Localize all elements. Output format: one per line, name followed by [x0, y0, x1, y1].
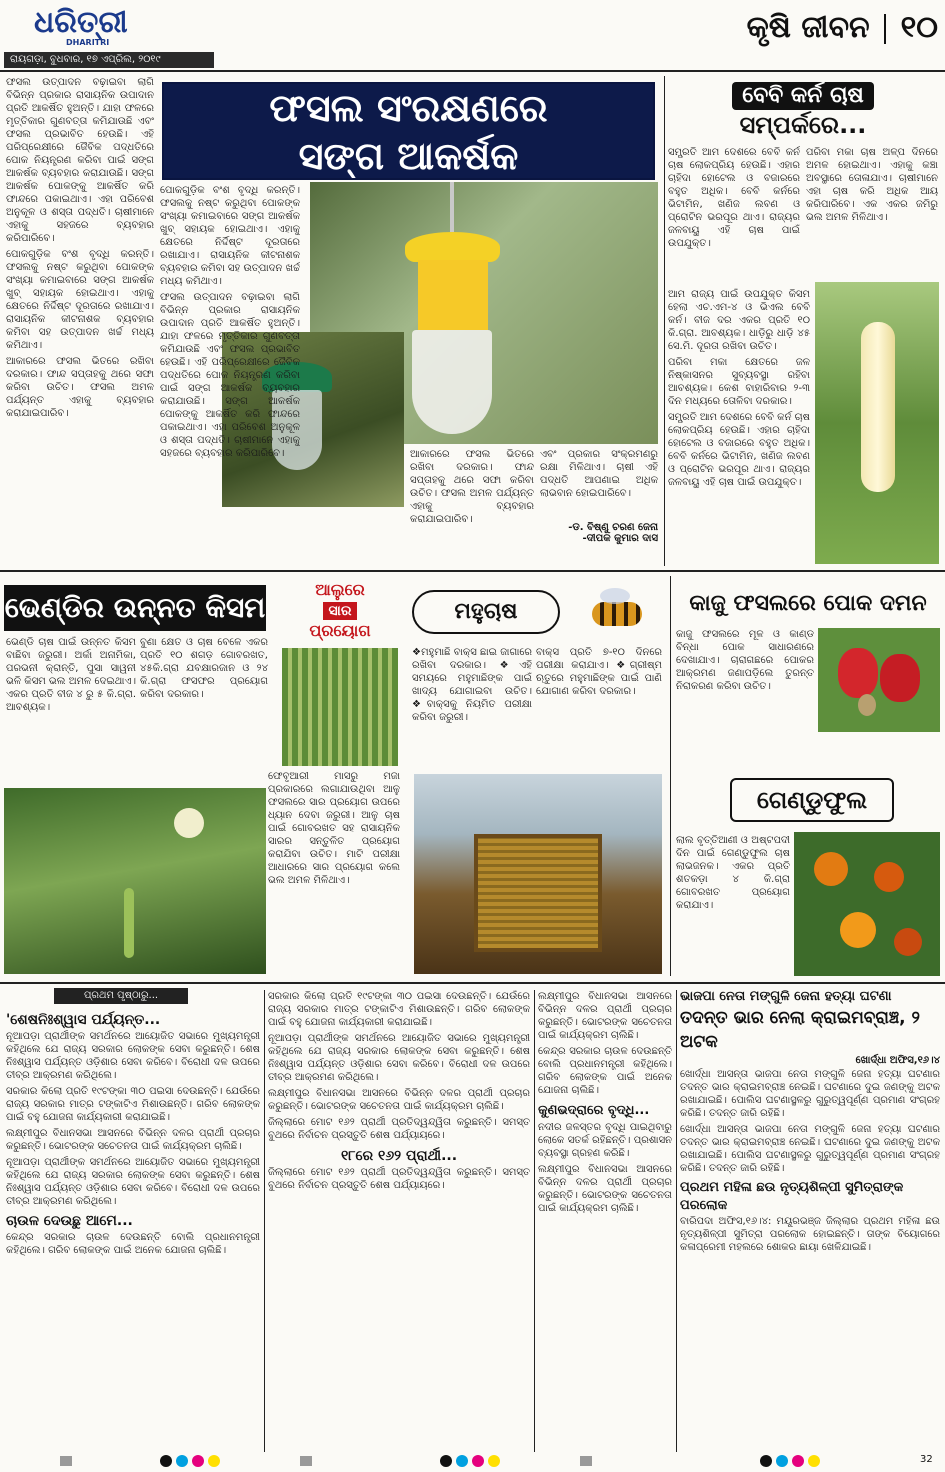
bee-icon [572, 584, 664, 640]
babycorn-col3: ଆମ ରାଜ୍ୟ ପାଇଁ ଉପଯୁକ୍ତ କିସମ ହେଲା ଏଚ.ଏମ-୪ ଓ ଭିଏଲ ବେବି କର୍ନ। ବୀଜ ଦର ଏକର ପ୍ରତି ୧୦ କି.ଗ୍ରା. ଆବଶ୍ୟକ। ଧାଡ଼ିରୁ ଧାଡ଼ି ୪୫ ସେ.ମି. ଦୂରତା ରଖିବା ଉଚିତ। ପରିବା ମକା କ୍ଷେତରେ ଜଳ ନିଷ୍କାସନର ସୁବ୍ୟବସ୍ଥା ରହିବା ଆବଶ୍ୟକ। କେଶ ବାହାରିବାର ୨-୩ ଦିନ ମଧ୍ୟରେ ତୋଳିବା ଦରକାର। ସମ୍ପ୍ରତି ଆମ ଦେଶରେ ବେବି କର୍ନ ଚାଷ ଲୋକପ୍ରିୟ ହେଉଛି। ଏହାର ଚାହିଦା ହୋଟେଲ ଓ ବଜାରରେ ବହୁତ ଅଧିକ। ବେବି କର୍ନରେ ଭିଟାମିନ, ଖଣିଜ ଲବଣ ଓ ପ୍ରୋଟିନ ଭରପୂର ଥାଏ। ରାଜ୍ୟର ଜଳବାୟୁ ଏହି ଚାଷ ପାଇଁ ଉପଯୁକ୍ତ। [668, 289, 810, 488]
lead-bylines [540, 522, 658, 556]
bee-headline [412, 590, 560, 634]
continued-label-text: ପ୍ରଥମ ପୃଷ୍ଠାରୁ... [83, 990, 159, 1001]
cashew-headline [676, 584, 940, 624]
byline-1: -ଡ. ବିଷ୍ଣୁ ଚରଣ ଜେନା [568, 522, 658, 533]
babycorn-col2: ପରିବା ମକା ଚାଷ ଅଳ୍ପ ଦିନରେ ଅମଳ ହୋଇଥାଏ। ଏହାକୁ କଞ୍ଚା ଅବସ୍ଥାରେ ତୋଳାଯାଏ। ଚାଷୀମାନେ ଏହା ଚାଷ କରି ଅଧିକ ଆୟ କରିପାରିବେ। ଏକ ଏକର ଜମିରୁ ଭଲ ଅମଳ ମିଳିଥାଏ। [806, 147, 938, 223]
potato-headline-line3: ପ୍ରୟୋଗ [309, 621, 371, 640]
babycorn-headline-line1: ବେବି କର୍ନ ଚାଷ [732, 82, 874, 110]
cont-col3-headline: କୁଣଭଦ୍ରାରେ ବୃଦ୍ଧି... [538, 1103, 650, 1118]
page-footer [0, 1452, 945, 1472]
babycorn-headline [668, 82, 938, 142]
marigold-photo [794, 832, 940, 976]
lead-col1: ଫସଲ ଉତ୍ପାଦନ ବଢ଼ାଇବା ଲାଗି ବିଭିନ୍ନ ପ୍ରକାର ରାସାୟନିକ ଉପାଦାନ ପ୍ରତି ଆକର୍ଷିତ ହୁଅନ୍ତି। ଯାହା ଫଳରେ ମୃତ୍ତିକାର ଗୁଣବତ୍ତା କମିଯାଉଛି ଏବଂ ଫସଲ ପ୍ରଭାବିତ ହେଉଛି। ଏହି ପରିପ୍ରେକ୍ଷୀରେ ଜୈବିକ ପଦ୍ଧତିରେ ପୋକ ନିୟନ୍ତ୍ରଣ କରିବା ପାଇଁ ସଙ୍ଗ ଆକର୍ଷକ ବ୍ୟବହାର କରାଯାଉଛି। ସଙ୍ଗ ଆକର୍ଷକ ପୋକଙ୍କୁ ଆକର୍ଷିତ କରି ଫାନ୍ଦରେ ପକାଇଥାଏ। ଏହା ପରିବେଶ ଅନୁକୂଳ ଓ ଶସ୍ତା ପଦ୍ଧତି। ଚାଷୀମାନେ ଏହାକୁ ସହଜରେ ବ୍ୟବହାର କରିପାରିବେ। ପୋକଗୁଡ଼ିକ ବଂଶ ବୃଦ୍ଧି କରନ୍ତି। ଫସଲକୁ ନଷ୍ଟ କରୁଥିବା ପୋକଙ୍କ ସଂଖ୍ୟା କମାଇବାରେ ସଙ୍ଗ ଆକର୍ଷକ ଖୁବ୍ ସହାୟକ ହୋଇଥାଏ। ଏହାକୁ କ୍ଷେତରେ ନିର୍ଦ୍ଦିଷ୍ଟ ଦୂରତାରେ ରଖାଯାଏ। ରାସାୟନିକ କୀଟନାଶକ ବ୍ୟବହାର କମିବା ସହ ଉତ୍ପାଦନ ଖର୍ଚ୍ଚ ମଧ୍ୟ କମିଥାଏ। ଆକାରରେ ଫସଲ ଭିତରେ ରଖିବା ଦରକାର। ଫାନ୍ଦ ସପ୍ତାହକୁ ଥରେ ସଫା କରିବା ଉଚିତ। ଫସଲ ଅମଳ ପର୍ଯ୍ୟନ୍ତ ଏହାକୁ ବ୍ୟବହାର କରାଯାଇପାରିବ। [6, 77, 154, 419]
okra-col2: ବୁଣା କ୍ଷେତ ଓ ଚାଷ ବେଳେ ଏକର ପ୍ରତି ୧୦ ଶଗଡ଼ ଗୋବରଖତ, ୪୫କି.ଗ୍ରା ଯବକ୍ଷାରଜାନ ଓ ୨୪ କି.ଗ୍ରା ଫସଫର ପ୍ରୟୋଗ କରିବା ଦରକାର। [140, 637, 268, 700]
crime-story: ଭାଜପା ନେତା ମଙ୍ଗୁଳି ଜେନା ହତ୍ୟା ଘଟଣା ତଦନ୍ତ ଭାର ନେଲା କ୍ରାଇମବ୍ରାଞ୍ଚ, ୨ ଅଟକ ଖୋର୍ଦ୍ଧା ଅଫିସ,୧୬।୪ ଖୋର୍ଦ୍ଧା ଆସନ୍ତା ଭାଜପା ନେତା ମଙ୍ଗୁଳି ଜେନା ହତ୍ୟା ଘଟଣାର ତଦନ୍ତ ଭାର କ୍ରାଇମବ୍ରାଞ୍ଚ ନେଇଛି। ଘଟଣାରେ ଦୁଇ ଜଣଙ୍କୁ ଅଟକ ରଖାଯାଇଛି। ପୋଲିସ ଘଟଣାସ୍ଥଳରୁ ଗୁରୁତ୍ୱପୂର୍ଣ୍ଣ ପ୍ରମାଣ ସଂଗ୍ରହ କରିଛି। ତଦନ୍ତ ଜାରି ରହିଛି। ଖୋର୍ଦ୍ଧା ଆସନ୍ତା ଭାଜପା ନେତା ମଙ୍ଗୁଳି ଜେନା ହତ୍ୟା ଘଟଣାର ତଦନ୍ତ ଭାର କ୍ରାଇମବ୍ରାଞ୍ଚ ନେଇଛି। ଘଟଣାରେ ଦୁଇ ଜଣଙ୍କୁ ଅଟକ ରଖାଯାଇଛି। ପୋଲିସ ଘଟଣାସ୍ଥଳରୁ ଗୁରୁତ୍ୱପୂର୍ଣ୍ଣ ପ୍ରମାଣ ସଂଗ୍ରହ କରିଛି। ତଦନ୍ତ ଜାରି ରହିଛି। ପ୍ରଥମ ମହିଳା ଛଉ ନୃତ୍ୟଶିଳ୍ପୀ ସୁମିତ୍ରାଙ୍କ ପରଲୋକ ବାରିପଦା ଅଫିସ,୧୬।୪: ମୟୂରଭଞ୍ଜ ଜିଲ୍ଲାର ପ୍ରଥମ ମହିଳା ଛଉ ନୃତ୍ୟଶିଳ୍ପୀ ସୁମିତ୍ରା ପରଲୋକ ହୋଇଛନ୍ତି। ତାଙ୍କ ବିୟୋଗରେ କଳାପ୍ରେମୀ ମହଲରେ ଶୋକର ଛାୟା ଖେଳିଯାଇଛି। [680, 989, 940, 1253]
cont-col1: 'ଶେଷନିଃଶ୍ୱାସ ପର୍ଯ୍ୟନ୍ତ... ନୂଆପଡ଼ା ପ୍ରାର୍ଥୀଙ୍କ ସମର୍ଥନରେ ଆୟୋଜିତ ସଭାରେ ମୁଖ୍ୟମନ୍ତ୍ରୀ କହିଥିଲେ ଯେ ରାଜ୍ୟ ସରକାର ଲୋକଙ୍କ ସେବା କରୁଛନ୍ତି। ଶେଷ ନିଃଶ୍ୱାସ ପର୍ଯ୍ୟନ୍ତ ଓଡ଼ିଶାର ସେବା କରିବେ। ବିରୋଧୀ ଦଳ ଉପରେ ତୀବ୍ର ଆକ୍ରମଣ କରିଥିଲେ। ସରକାର କିଲୋ ପ୍ରତି ୧୯ଟଙ୍କା ୩୦ ପଇସା ଦେଉଛନ୍ତି। ଯେଉଁରେ ରାଜ୍ୟ ସରକାର ମାତ୍ର ଟଙ୍କାଟିଏ ମିଶାଉଛନ୍ତି। ଗରିବ ଲୋକଙ୍କ ପାଇଁ ବହୁ ଯୋଜନା କାର୍ଯ୍ୟକାରୀ କରାଯାଇଛି। ଲକ୍ଷ୍ମୀପୁର ବିଧାନସଭା ଆସନରେ ବିଭିନ୍ନ ଦଳର ପ୍ରାର୍ଥୀ ପ୍ରଚାର କରୁଛନ୍ତି। ଭୋଟରଙ୍କ ସଚେତନତା ପାଇଁ କାର୍ଯ୍ୟକ୍ରମ ଚାଲିଛି। ନୂଆପଡ଼ା ପ୍ରାର୍ଥୀଙ୍କ ସମର୍ଥନରେ ଆୟୋଜିତ ସଭାରେ ମୁଖ୍ୟମନ୍ତ୍ରୀ କହିଥିଲେ ଯେ ରାଜ୍ୟ ସରକାର ଲୋକଙ୍କ ସେବା କରୁଛନ୍ତି। ଶେଷ ନିଃଶ୍ୱାସ ପର୍ଯ୍ୟନ୍ତ ଓଡ଼ିଶାର ସେବା କରିବେ। ବିରୋଧୀ ଦଳ ଉପରେ ତୀବ୍ର ଆକ୍ରମଣ କରିଥିଲେ। ଚାଉଳ ଦେଉଛୁ ଆମେ... କେନ୍ଦ୍ର ସରକାର ଚାଉଳ ଦେଉଛନ୍ତି ବୋଲି ପ୍ରଧାନମନ୍ତ୍ରୀ କହିଥିଲେ। ଗରିବ ଲୋକଙ୍କ ପାଇଁ ଅନେକ ଯୋଜନା ଚାଲିଛି। [6, 1012, 260, 1256]
lead-col2: ପୋକଗୁଡ଼ିକ ବଂଶ ବୃଦ୍ଧି କରନ୍ତି। ଫସଲକୁ ନଷ୍ଟ କରୁଥିବା ପୋକଙ୍କ ସଂଖ୍ୟା କମାଇବାରେ ସଙ୍ଗ ଆକର୍ଷକ ଖୁବ୍ ସହାୟକ ହୋଇଥାଏ। ଏହାକୁ କ୍ଷେତରେ ନିର୍ଦ୍ଦିଷ୍ଟ ଦୂରତାରେ ରଖାଯାଏ। ରାସାୟନିକ କୀଟନାଶକ ବ୍ୟବହାର କମିବା ସହ ଉତ୍ପାଦନ ଖର୍ଚ୍ଚ ମଧ୍ୟ କମିଥାଏ। ଫସଲ ଉତ୍ପାଦନ ବଢ଼ାଇବା ଲାଗି ବିଭିନ୍ନ ପ୍ରକାର ରାସାୟନିକ ଉପାଦାନ ପ୍ରତି ଆକର୍ଷିତ ହୁଅନ୍ତି। ଯାହା ଫଳରେ ମୃତ୍ତିକାର ଗୁଣବତ୍ତା କମିଯାଉଛି ଏବଂ ଫସଲ ପ୍ରଭାବିତ ହେଉଛି। ଏହି ପରିପ୍ରେକ୍ଷୀରେ ଜୈବିକ ପଦ୍ଧତିରେ ପୋକ ନିୟନ୍ତ୍ରଣ କରିବା ପାଇଁ ସଙ୍ଗ ଆକର୍ଷକ ବ୍ୟବହାର କରାଯାଉଛି। ସଙ୍ଗ ଆକର୍ଷକ ପୋକଙ୍କୁ ଆକର୍ଷିତ କରି ଫାନ୍ଦରେ ପକାଇଥାଏ। ଏହା ପରିବେଶ ଅନୁକୂଳ ଓ ଶସ୍ତା ପଦ୍ଧତି। ଚାଷୀମାନେ ଏହାକୁ ସହଜରେ ବ୍ୟବହାର କରିପାରିବେ। [160, 185, 300, 459]
cashew-photo [818, 628, 940, 732]
lead-col3: ଆକାରରେ ଫସଲ ଭିତରେ ରଖିବା ଦରକାର। ଫାନ୍ଦ ସପ୍ତାହକୁ ଥରେ ସଫା କରିବା ଉଚିତ। ଫସଲ ଅମଳ ପର୍ଯ୍ୟନ୍ତ ଏହାକୁ ବ୍ୟବହାର କରାଯାଇପାରିବ। [410, 449, 534, 525]
babycorn-headline-line2: ସମ୍ପର୍କରେ... [739, 111, 867, 139]
crime-dateline: ଖୋର୍ଦ୍ଧା ଅଫିସ,୧୬।୪ [855, 1055, 940, 1066]
cont-col2: ସରକାର କିଲୋ ପ୍ରତି ୧୯ଟଙ୍କା ୩୦ ପଇସା ଦେଉଛନ୍ତି। ଯେଉଁରେ ରାଜ୍ୟ ସରକାର ମାତ୍ର ଟଙ୍କାଟିଏ ମିଶାଉଛନ୍ତି। ଗରିବ ଲୋକଙ୍କ ପାଇଁ ବହୁ ଯୋଜନା କାର୍ଯ୍ୟକାରୀ କରାଯାଇଛି। ନୂଆପଡ଼ା ପ୍ରାର୍ଥୀଙ୍କ ସମର୍ଥନରେ ଆୟୋଜିତ ସଭାରେ ମୁଖ୍ୟମନ୍ତ୍ରୀ କହିଥିଲେ ଯେ ରାଜ୍ୟ ସରକାର ଲୋକଙ୍କ ସେବା କରୁଛନ୍ତି। ଶେଷ ନିଃଶ୍ୱାସ ପର୍ଯ୍ୟନ୍ତ ଓଡ଼ିଶାର ସେବା କରିବେ। ବିରୋଧୀ ଦଳ ଉପରେ ତୀବ୍ର ଆକ୍ରମଣ କରିଥିଲେ। ଲକ୍ଷ୍ମୀପୁର ବିଧାନସଭା ଆସନରେ ବିଭିନ୍ନ ଦଳର ପ୍ରାର୍ଥୀ ପ୍ରଚାର କରୁଛନ୍ତି। ଭୋଟରଙ୍କ ସଚେତନତା ପାଇଁ କାର୍ଯ୍ୟକ୍ରମ ଚାଲିଛି। ଜିଲ୍ଲାରେ ମୋଟ ୧୬୨ ପ୍ରାର୍ଥୀ ପ୍ରତିଦ୍ୱନ୍ଦ୍ୱିତା କରୁଛନ୍ତି। ସମସ୍ତ ବୁଥରେ ନିର୍ବାଚନ ପ୍ରସ୍ତୁତି ଶେଷ ପର୍ଯ୍ୟାୟରେ। ୧୮ରେ ୧୬୨ ପ୍ରାର୍ଥୀ... ଜିଲ୍ଲାରେ ମୋଟ ୧୬୨ ପ୍ରାର୍ଥୀ ପ୍ରତିଦ୍ୱନ୍ଦ୍ୱିତା କରୁଛନ୍ତି। ସମସ୍ତ ବୁଥରେ ନିର୍ବାଚନ ପ୍ରସ୍ତୁତି ଶେଷ ପର୍ଯ୍ୟାୟରେ। [268, 991, 530, 1191]
bee-col2: ବାକ୍ସ ପ୍ରତି ୭-୧୦ ଦିନରେ ପରୀକ୍ଷା କରାଯାଏ। ❖ଗ୍ରୀଷ୍ମ ଋତୁରେ ମହୁମାଛିଙ୍କ ପାଇଁ ପାଣି ଯୋଗାଣ କରିବା ଦରକାର। [536, 647, 662, 697]
cont-col1-headline: 'ଶେଷନିଃଶ୍ୱାସ ପର୍ଯ୍ୟନ୍ତ... [6, 1012, 161, 1028]
section-name: କୃଷି ଜୀବନ [746, 10, 870, 45]
beehive-photo [414, 774, 662, 974]
logo-text: ଧରିତ୍ରୀ [34, 5, 128, 40]
potato-headline-line1: ଆଲୁରେ [315, 580, 365, 599]
byline-2: -ଦୀପକ କୁମାର ଦାସ [582, 533, 658, 544]
bee-headline-text: ମହୁଚାଷ [454, 599, 518, 624]
bee-col1: ❖ମହୁମାଛି ବାକ୍ସ ଛାଇ ଜାଗାରେ ରଖିବା ଦରକାର। ❖ଏହି ସମୟରେ ମହୁମାଛିଙ୍କ ପାଇଁ ଖାଦ୍ୟ ଯୋଗାଇବା ଉଚିତ। ❖ବାକ୍ସକୁ ନିୟମିତ ପରୀକ୍ଷା କରିବା ଜରୁରୀ। [412, 647, 532, 723]
marigold-headline-text: ଗେଣ୍ଡୁଫୁଲ [756, 786, 868, 814]
okra-headline [4, 585, 266, 631]
dateline-bar [4, 52, 214, 68]
cont-col3: ଲକ୍ଷ୍ମୀପୁର ବିଧାନସଭା ଆସନରେ ବିଭିନ୍ନ ଦଳର ପ୍ରାର୍ଥୀ ପ୍ରଚାର କରୁଛନ୍ତି। ଭୋଟରଙ୍କ ସଚେତନତା ପାଇଁ କାର୍ଯ୍ୟକ୍ରମ ଚାଲିଛି। କେନ୍ଦ୍ର ସରକାର ଚାଉଳ ଦେଉଛନ୍ତି ବୋଲି ପ୍ରଧାନମନ୍ତ୍ରୀ କହିଥିଲେ। ଗରିବ ଲୋକଙ୍କ ପାଇଁ ଅନେକ ଯୋଜନା ଚାଲିଛି। କୁଣଭଦ୍ରାରେ ବୃଦ୍ଧି... ନଦୀର ଜଳସ୍ତର ବୃଦ୍ଧି ପାଇଥିବାରୁ ଲୋକେ ସତର୍କ ରହିଛନ୍ତି। ପ୍ରଶାସନ ବ୍ୟବସ୍ଥା ଗ୍ରହଣ କରିଛି। ଲକ୍ଷ୍ମୀପୁର ବିଧାନସଭା ଆସନରେ ବିଭିନ୍ନ ଦଳର ପ୍ରାର୍ଥୀ ପ୍ରଚାର କରୁଛନ୍ତି। ଭୋଟରଙ୍କ ସଚେତନତା ପାଇଁ କାର୍ଯ୍ୟକ୍ରମ ଚାଲିଛି। [538, 991, 672, 1214]
babycorn-col1: ସମ୍ପ୍ରତି ଆମ ଦେଶରେ ବେବି କର୍ନ ଚାଷ ଲୋକପ୍ରିୟ ହେଉଛି। ଏହାର ଚାହିଦା ହୋଟେଲ ଓ ବଜାରରେ ବହୁତ ଅଧିକ। ବେବି କର୍ନରେ ଭିଟାମିନ, ଖଣିଜ ଲବଣ ଓ ପ୍ରୋଟିନ ଭରପୂର ଥାଏ। ରାଜ୍ୟର ଜଳବାୟୁ ଏହି ଚାଷ ପାଇଁ ଉପଯୁକ୍ତ। [668, 147, 800, 249]
okra-col1: ଭେଣ୍ଡି ଚାଷ ପାଇଁ ଉନ୍ନତ କିସମ ବାଛିବା ଜରୁରୀ। ଅର୍କା ଅନାମିକା, ପରଭନୀ କ୍ରାନ୍ତି, ପୁସା ସାୱନୀ ଭଳି କିସମ ଭଲ ଅମଳ ଦେଇଥାଏ। ଏକର ପ୍ରତି ବୀଜ ୪ ରୁ ୫ କି.ଗ୍ରା. ଆବଶ୍ୟକ। [6, 637, 136, 713]
potato-headline-line2: ସାର [323, 602, 358, 620]
section-title [728, 6, 938, 50]
lead-headline-line1: ଫସଲ ସଂରକ୍ଷଣରେ [269, 86, 548, 130]
potato-headline [282, 580, 398, 646]
crime-headline-1: ଭାଜପା ନେତା ମଙ୍ଗୁଳି ଜେନା ହତ୍ୟା ଘଟଣା [680, 989, 892, 1004]
crime-headline-2: ତଦନ୍ତ ଭାର ନେଲା କ୍ରାଇମବ୍ରାଞ୍ଚ, ୨ ଅଟକ [680, 1008, 921, 1052]
lead-col4: ଏବଂ ପ୍ରକାର ସଂକ୍ରମଣରୁ ରକ୍ଷା ମିଳିଥାଏ। ଚାଷୀ ଏହି ପଦ୍ଧତି ଆପଣାଇ ଅଧିକ ଲାଭବାନ ହୋଇପାରିବେ। [540, 449, 658, 499]
marigold-body: ଲାଲ ବୃତ୍ତିଆଣୀ ଓ ଅଷ୍ଟପଦୀ ଦିନ ପାଇଁ ଗେଣ୍ଡୁଫୁଲ ଚାଷ ଲାଭଜନକ। ଏକର ପ୍ରତି ଶତକଡ଼ା ୪ କି.ଗ୍ରା ଗୋବରଖତ ପ୍ରୟୋଗ କରାଯାଏ। [676, 835, 790, 911]
corn-field-photo [282, 648, 398, 766]
footer-page-number: 32 [920, 1454, 933, 1465]
cont-col2-headline: ୧୮ରେ ୧୬୨ ପ୍ରାର୍ଥୀ... [340, 1148, 458, 1164]
okra-photo [4, 788, 266, 974]
babycorn-photo [815, 282, 939, 564]
cont-col1-headline2: ଚାଉଳ ଦେଉଛୁ ଆମେ... [6, 1213, 133, 1229]
lead-headline [162, 82, 655, 180]
potato-body: ଫେବୃଆରୀ ମାସରୁ ମଜା ପ୍ରକାରରେ ଲଗାଯାଉଥିବା ଆଳୁ ଫସଲରେ ସାର ପ୍ରୟୋଗ ଉପରେ ଧ୍ୟାନ ଦେବା ଜରୁରୀ। ଆଳୁ ଚାଷ ପାଇଁ ଗୋବରଖତ ସହ ରାସାୟନିକ ସାରର ସନ୍ତୁଳିତ ପ୍ରୟୋଗ କରାଯିବା ଉଚିତ। ମାଟି ପରୀକ୍ଷା ଆଧାରରେ ସାର ପ୍ରୟୋଗ କଲେ ଭଲ ଅମଳ ମିଳିଥାଏ। [268, 771, 400, 886]
marigold-headline [730, 778, 894, 822]
lead-headline-line2: ସଙ୍ଗ ଆକର୍ଷକ [298, 134, 519, 178]
cashew-headline-text: କାଜୁ ଫସଲରେ ପୋକ ଦମନ [689, 591, 927, 616]
page-number: ୧୦ [900, 10, 938, 45]
masthead [0, 0, 945, 70]
dateline: ରାୟଗଡ଼ା, ବୁଧବାର, ୧୭ ଏପ୍ରିଲ, ୨୦୧୯ [10, 54, 161, 65]
continued-label [54, 988, 188, 1004]
logo-sub: DHARITRI [66, 38, 110, 47]
chhau-headline: ପ୍ରଥମ ମହିଳା ଛଉ ନୃତ୍ୟଶିଳ୍ପୀ ସୁମିତ୍ରାଙ୍କ ପରଲୋକ [680, 1180, 904, 1213]
cashew-body: କାଜୁ ଫସଲରେ ମୂଳ ଓ କାଣ୍ଡ ବିନ୍ଧା ପୋକ ସାଧାରଣରେ ଦେଖାଯାଏ। ଚାରାଗଛରେ ପୋକର ଆକ୍ରମଣ ଜଣାପଡ଼ିଲେ ତୁରନ୍ତ ନିରାକରଣ କରିବା ଉଚିତ। [676, 629, 814, 692]
okra-headline-text: ଭେଣ୍ଡିର ଉନ୍ନତ କିସମ [4, 591, 266, 624]
